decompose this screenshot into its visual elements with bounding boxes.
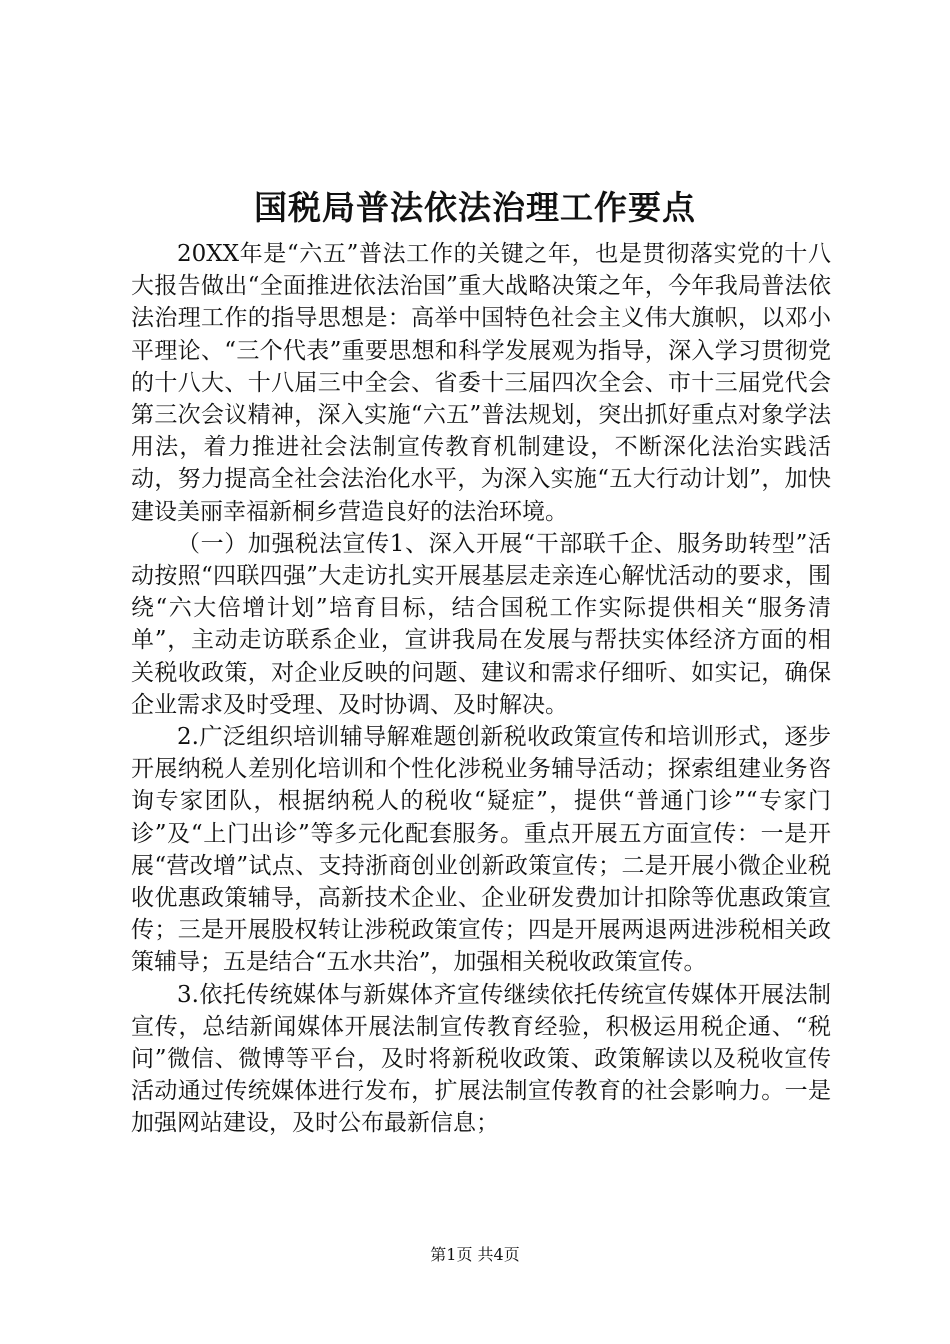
page-number-footer: 第1页 共4页: [430, 1245, 520, 1264]
document-title: 国税局普法依法治理工作要点: [254, 188, 696, 227]
paragraph-section-1: （一）加强税法宣传1、深入开展“干部联千企、服务助转型”活动按照“四联四强”大走访扎实开展基层走亲连心解忧活动的要求，围绕“六大倍增计划”培育目标，结合国税工作实际提供相关“服务清单”，主动走访联系企业，宣讲我局在发展与帮扶实体经济方面的相关税收政策，对企业反映的问题、建议和需求仔细听、如实记，确保企业需求及时受理、及时协调、及时解决。: [131, 530, 831, 718]
document-body: [131, 238, 831, 1140]
paragraph-section-2: 2.广泛组织培训辅导解难题创新税收政策宣传和培训形式，逐步开展纳税人差别化培训和个性化涉税业务辅导活动；探索组建业务咨询专家团队，根据纳税人的税收“疑症”，提供“普通门诊”“专家门诊”及“上门出诊”等多元化配套服务。重点开展五方面宣传：一是开展“营改增”试点、支持浙商创业创新政策宣传；二是开展小微企业税收优惠政策辅导，高新技术企业、企业研发费加计扣除等优惠政策宣传；三是开展股权转让涉税政策宣传；四是开展两退两进涉税相关政策辅导；五是结合“五水共治”，加强相关税收政策宣传。: [131, 724, 831, 976]
paragraph-intro: 20XX年是“六五”普法工作的关键之年，也是贯彻落实党的十八大报告做出“全面推进依法治国”重大战略决策之年，今年我局普法依法治理工作的指导思想是：高举中国特色社会主义伟大旗帜，以邓小平理论、“三个代表”重要思想和科学发展观为指导，深入学习贯彻党的十八大、十八届三中全会、省委十三届四次全会、市十三届党代会第三次会议精神，深入实施“六五”普法规划，突出抓好重点对象学法用法，着力推进社会法制宣传教育机制建设，不断深化法治实践活动，努力提高全社会法治化水平，为深入实施“五大行动计划”，加快建设美丽幸福新桐乡营造良好的法治环境。: [131, 241, 831, 525]
paragraph-section-3: 3.依托传统媒体与新媒体齐宣传继续依托传统宣传媒体开展法制宣传，总结新闻媒体开展法制宣传教育经验，积极运用税企通、“税问”微信、微博等平台，及时将新税收政策、政策解读以及税收宣传活动通过传统媒体进行发布，扩展法制宣传教育的社会影响力。一是加强网站建设，及时公布最新信息；: [131, 981, 831, 1137]
